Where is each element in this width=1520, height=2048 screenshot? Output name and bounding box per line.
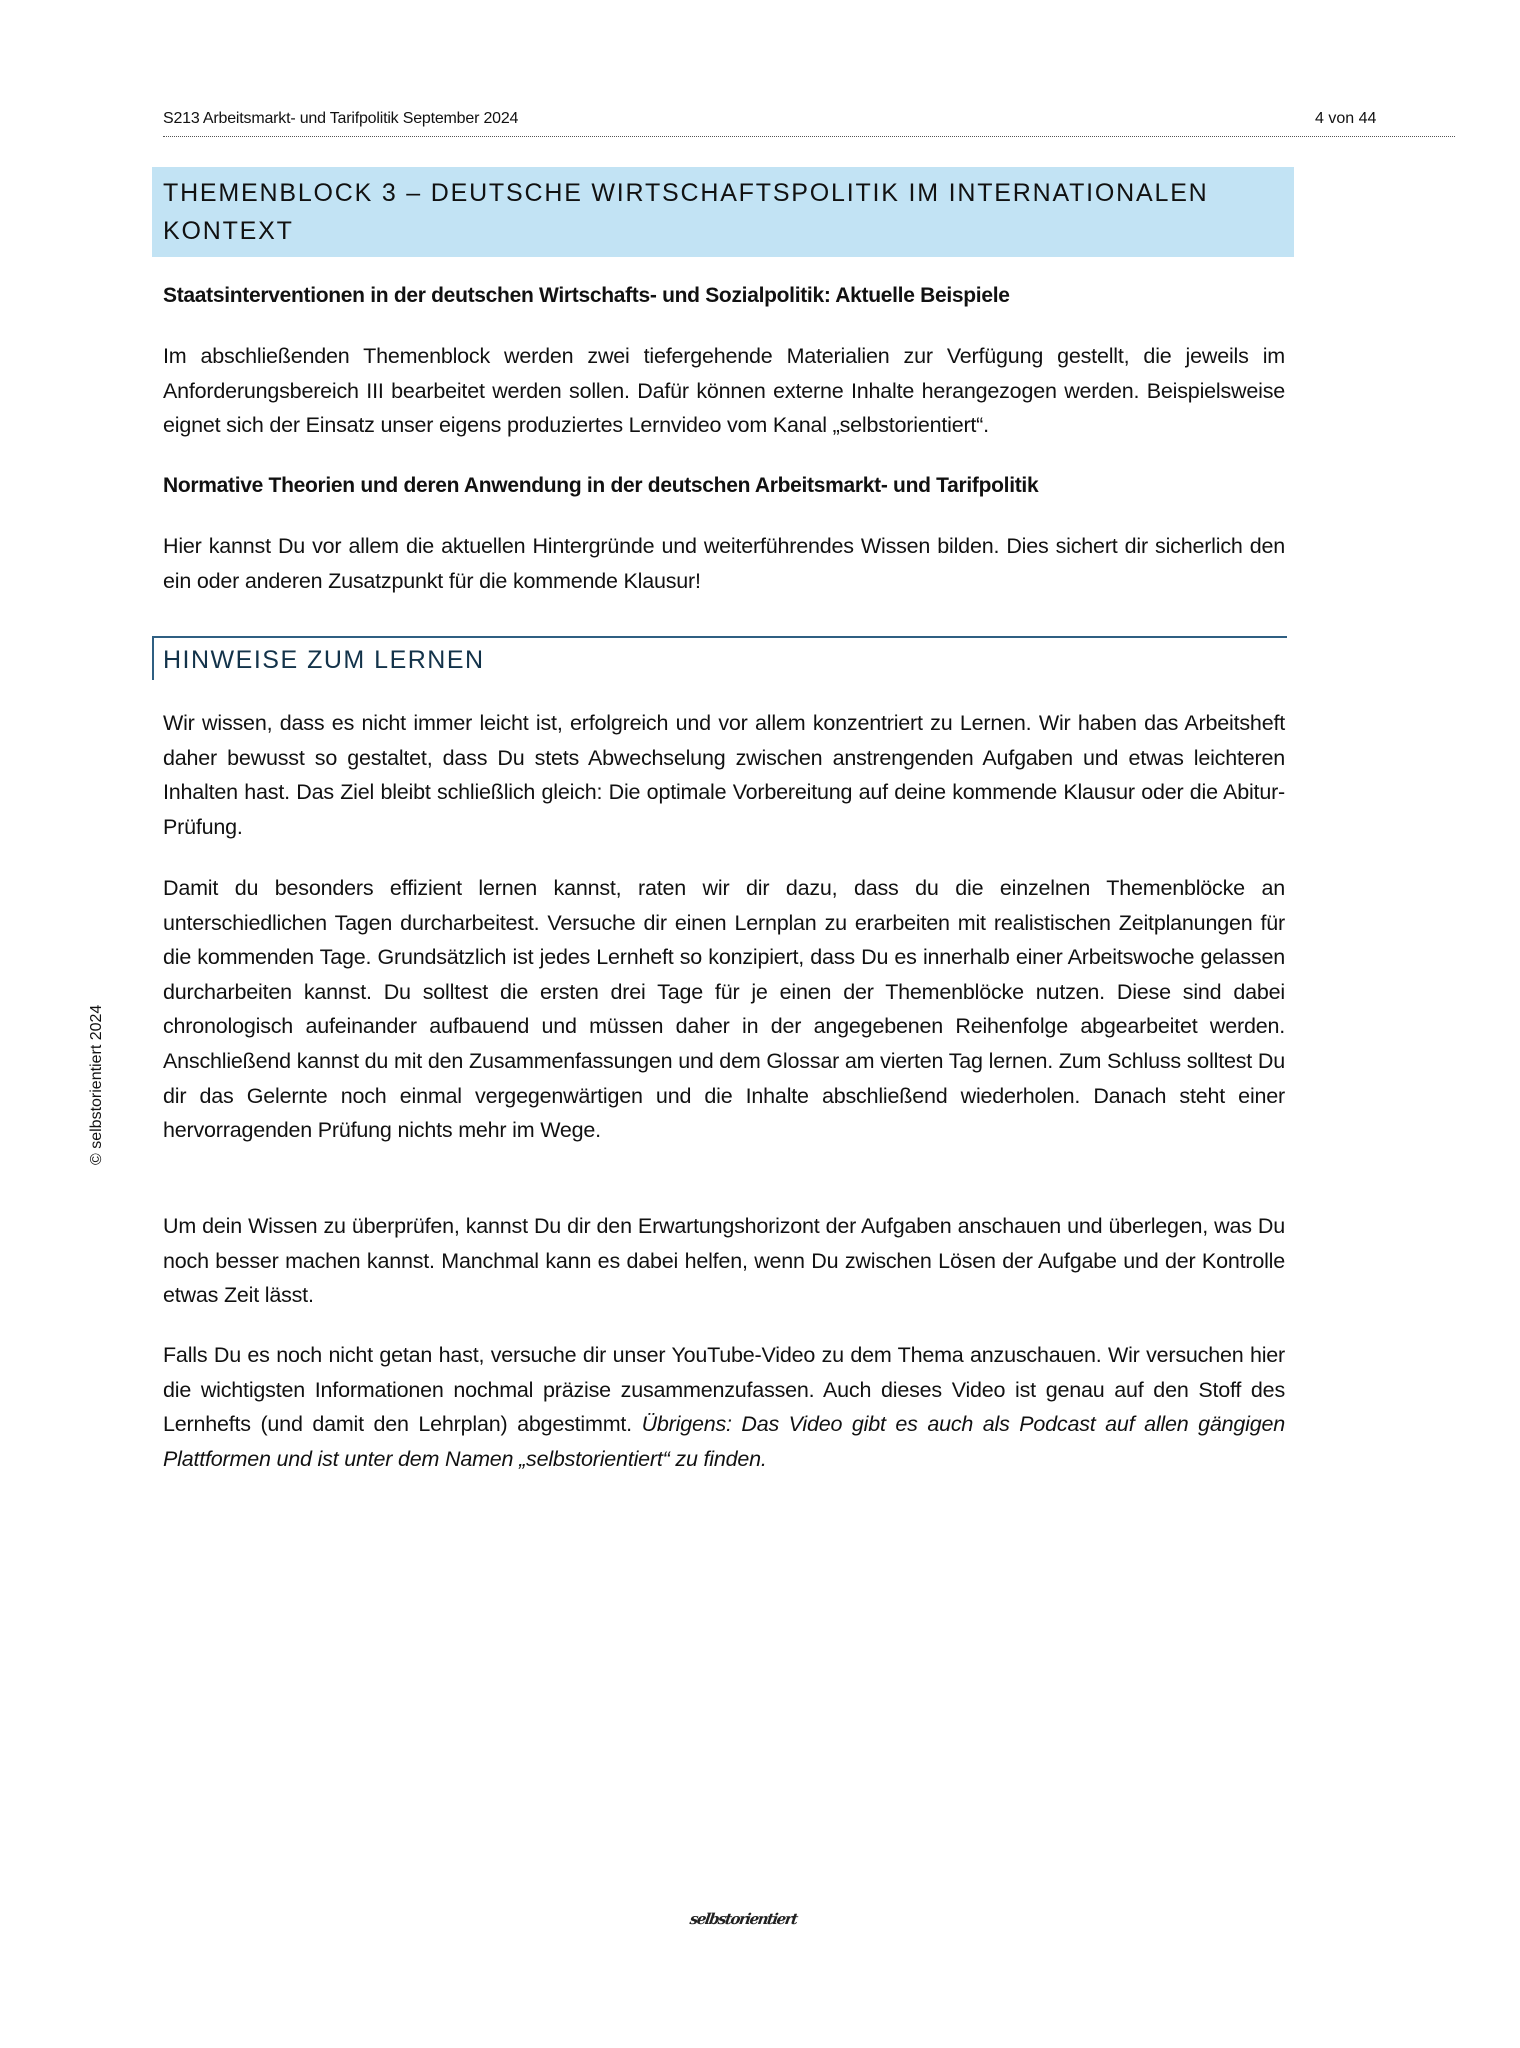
themenblock-heading-line1: THEMENBLOCK 3 – DEUTSCHE WIRTSCHAFTSPOLITIK IM INTERNATIONALEN <box>163 179 1209 207</box>
paragraph: Im abschließenden Themenblock werden zwei tiefergehende Materialien zur Verfügung gestellt, die jeweils im Anforderungsbereich III bearbeitet werden sollen. Dafür können externe Inhalte herangezogen werden. Beispielsweise eignet sich der Einsatz unser eigens produziertes Lernvideo vom Kanal „selbstorientiert“. <box>163 344 1285 438</box>
document-title: S213 Arbeitsmarkt- und Tarifpolitik September 2024 <box>163 110 519 127</box>
copyright-notice: © selbstorientiert 2024 <box>88 1004 105 1165</box>
section-staatsinterventionen <box>163 284 1285 308</box>
paragraph: Wir wissen, dass es nicht immer leicht ist, erfolgreich und vor allem konzentriert zu Lernen. Wir haben das Arbeitsheft daher bewusst so gestaltet, dass Du stets Abwechselung zwischen anstrengenden Aufgaben und etwas leichteren Inhalten hast. Das Ziel bleibt schließlich gleich: Die optimale Vorbereitung auf deine kommende Klausur oder die Abitur-Prüfung. <box>163 711 1285 839</box>
paragraph: Um dein Wissen zu überprüfen, kannst Du dir den Erwartungshorizont der Aufgaben anschauen und überlegen, was Du noch besser machen kannst. Manchmal kann es dabei helfen, wenn Du zwischen Lösen der Aufgabe und der Kontrolle etwas Zeit lässt. <box>163 1214 1285 1308</box>
section-staatsinterventionen-body <box>163 339 1285 443</box>
paragraph-regular: Falls Du es noch nicht getan hast, versuche dir unser YouTube-Video zu dem Thema anzuschauen. Wir versuchen hier die wichtigsten Informationen nochmal präzise zusammenzufassen. Auch dieses Video ist genau auf den Stoff des Lernhefts (und damit den Lehrplan) abgestimmt. <box>163 1343 1285 1437</box>
hinweise-paragraph-2 <box>163 871 1285 1148</box>
hinweise-paragraph-1 <box>163 706 1285 844</box>
hinweise-paragraph-3 <box>163 1209 1285 1313</box>
hinweise-paragraph-4 <box>163 1338 1285 1476</box>
paragraph: Damit du besonders effizient lernen kannst, raten wir dir dazu, dass du die einzelnen Themenblöcke an unterschiedlichen Tagen durcharbeitest. Versuche dir einen Lernplan zu erarbeiten mit realistischen Zeitplanungen für die kommenden Tage. Grundsätzlich ist jedes Lernheft so konzipiert, dass Du es innerhalb einer Arbeitswoche gelassen durcharbeiten kannst. Du solltest die ersten drei Tage für je einen der Themenblöcke nutzen. Diese sind dabei chronologisch aufeinander aufbauend und müssen daher in der angegebenen Reihenfolge abgearbeitet werden. Anschließend kannst du mit den Zusammenfassungen und dem Glossar am vierten Tag lernen. Zum Schluss solltest Du dir das Gelernte noch einmal vergegenwärtigen und die Inhalte abschließend wiederholen. Danach steht einer hervorragenden Prüfung nichts mehr im Wege. <box>163 876 1285 1143</box>
hinweise-heading-text: HINWEISE ZUM LERNEN <box>163 646 485 674</box>
section-normative-theorien-body <box>163 529 1285 598</box>
hinweise-heading <box>152 636 1287 680</box>
footer-logo: selbstorientiert <box>688 1910 798 1928</box>
running-header <box>163 108 1455 137</box>
section-normative-theorien <box>163 474 1285 498</box>
paragraph-italic-note: Übrigens: Das Video gibt es auch als Podcast auf allen gängigen Plattformen und ist unter dem Namen „selbstorientiert“ zu finden. <box>163 1412 1286 1471</box>
page-indicator: 4 von 44 <box>1315 110 1377 127</box>
paragraph: Hier kannst Du vor allem die aktuellen Hintergründe und weiterführendes Wissen bilden. Dies sichert dir sicherlich den ein oder anderen Zusatzpunkt für die kommende Klausur! <box>163 534 1285 593</box>
section-subheading: Normative Theorien und deren Anwendung in der deutschen Arbeitsmarkt- und Tarifpolitik <box>163 474 1039 497</box>
themenblock-heading-line2: KONTEXT <box>163 217 294 245</box>
section-subheading: Staatsinterventionen in der deutschen Wirtschafts- und Sozialpolitik: Aktuelle Beispiele <box>163 284 1010 307</box>
paragraph <box>163 1338 1285 1476</box>
themenblock-heading <box>152 167 1294 257</box>
